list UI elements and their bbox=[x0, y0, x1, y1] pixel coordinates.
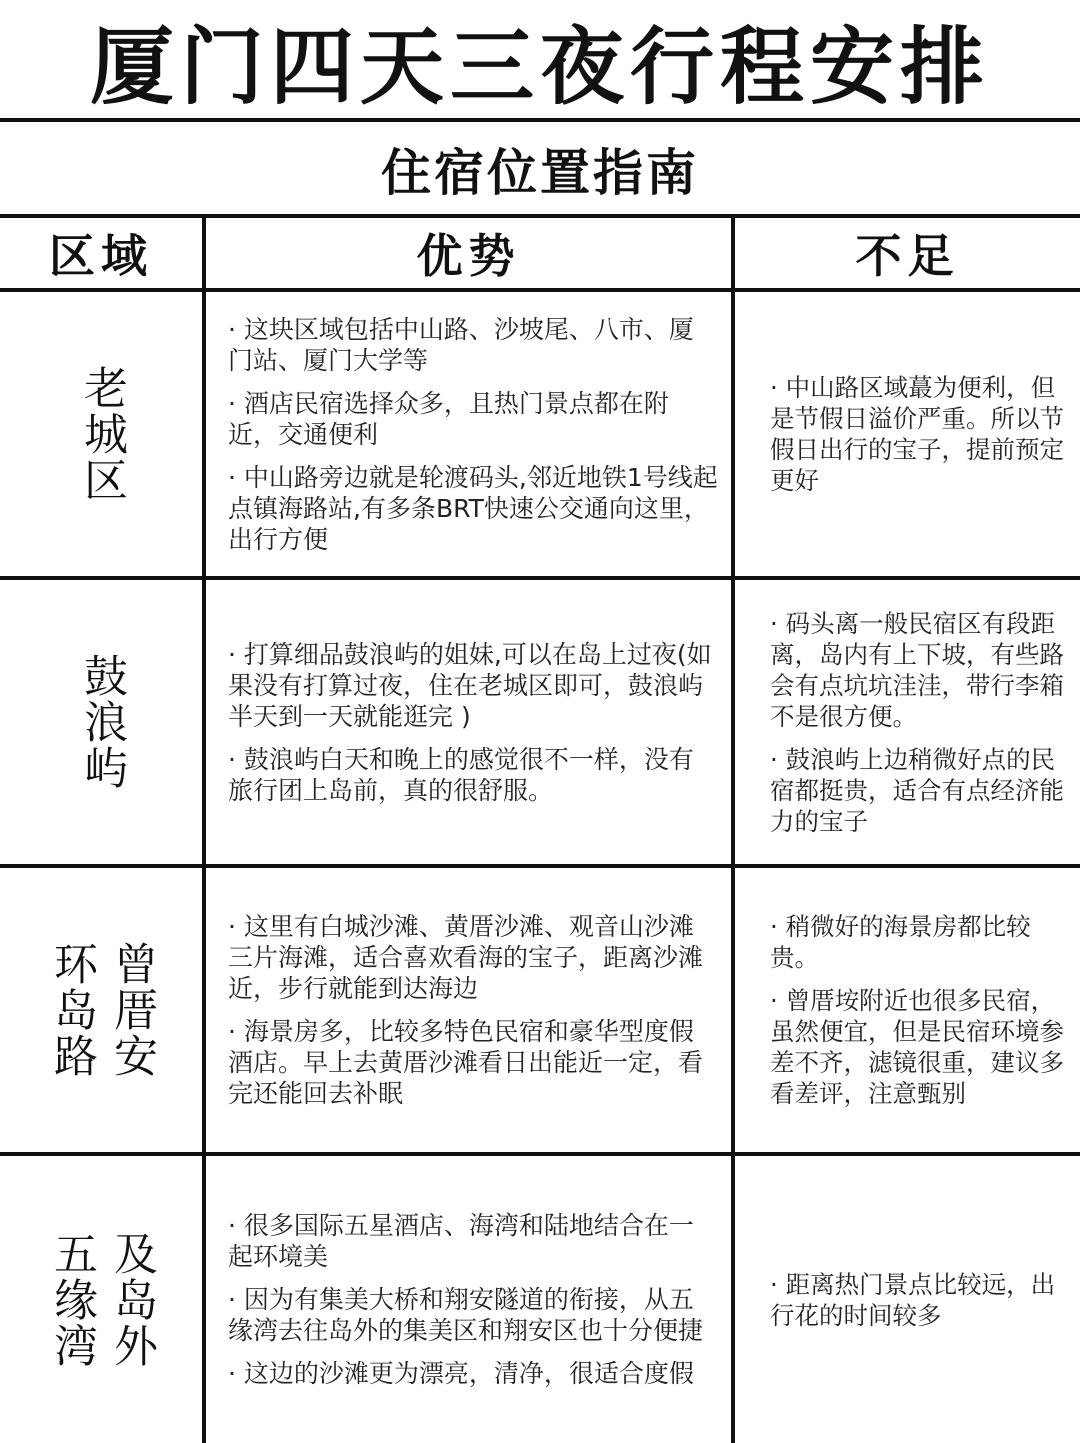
cons-cell bbox=[770, 584, 1066, 860]
region-label: 老城区 bbox=[76, 365, 127, 503]
list-item: · 酒店民宿选择众多，且热门景点都在附近，交通便利 bbox=[228, 388, 669, 449]
column-divider bbox=[202, 214, 206, 1443]
list-item: · 稍微好的海景房都比较贵。 bbox=[770, 912, 1031, 972]
column-divider bbox=[731, 214, 735, 1443]
list-item: · 因为有集美大桥和翔安隧道的衔接，从五缘湾去往岛外的集美区和翔安区也十分便捷 bbox=[228, 1285, 704, 1345]
cons-cell bbox=[770, 296, 1066, 572]
list-item: · 距离热门景点比较远，出行花的时间较多 bbox=[770, 1269, 1056, 1330]
region-label: 环岛路 bbox=[46, 941, 97, 1079]
list-item: · 打算细品鼓浪屿的姐妹,可以在岛上过夜(如果没有打算过夜，住在老城区即可，鼓浪屿半天到一天就能逛完 ) bbox=[228, 639, 712, 731]
pros-cell bbox=[228, 1160, 718, 1439]
region-label: 鼓浪屿 bbox=[76, 653, 127, 791]
page-title: 厦门四天三夜行程安排 bbox=[89, 17, 990, 116]
list-item: · 鼓浪屿白天和晚上的感觉很不一样，没有旅行团上岛前，真的很舒服。 bbox=[228, 744, 694, 805]
list-item: · 中山路区域蕞为便利，但是节假日溢价严重。所以节假日出行的宝子，提前预定更好 bbox=[770, 373, 1064, 495]
region-cell bbox=[0, 868, 202, 1152]
list-item: · 这边的沙滩更为漂亮，清净，很适合度假 bbox=[228, 1359, 694, 1388]
header-pros: 优势 bbox=[416, 229, 521, 283]
region-cell bbox=[0, 1156, 202, 1443]
pros-cell bbox=[228, 296, 718, 572]
list-item: · 这块区域包括中山路、沙坡尾、八市、厦门站、厦门大学等 bbox=[228, 314, 694, 375]
pros-cell bbox=[228, 872, 718, 1148]
region-cell bbox=[0, 580, 202, 864]
list-item: · 中山路旁边就是轮渡码头,邻近地铁1号线起点镇海路站,有多条BRT快速公交通向这里，出行方便 bbox=[228, 462, 718, 554]
region-label: 五缘湾 bbox=[46, 1230, 97, 1369]
list-item: · 鼓浪屿上边稍微好点的民宿都挺贵，适合有点经济能力的宝子 bbox=[770, 744, 1064, 836]
list-item: · 很多国际五星酒店、海湾和陆地结合在一起环境美 bbox=[228, 1211, 694, 1271]
pros-cell bbox=[228, 584, 718, 860]
region-cell bbox=[0, 292, 202, 576]
cons-cell bbox=[770, 872, 1066, 1148]
list-item: · 曾厝垵附近也很多民宿，虽然便宜，但是民宿环境参差不齐，滤镜很重，建议多看差评，注意甄别 bbox=[770, 986, 1064, 1108]
header-region: 区域 bbox=[49, 229, 153, 283]
divider bbox=[0, 118, 1080, 122]
cons-cell bbox=[770, 1160, 1066, 1439]
region-label: 及岛外 bbox=[106, 1230, 157, 1369]
list-item: · 码头离一般民宿区有段距离，岛内有上下坡，有些路会有点坑坑洼洼，带行李箱不是很方便。 bbox=[770, 608, 1064, 731]
region-label: 曾厝安 bbox=[106, 941, 157, 1079]
section-subtitle: 住宿位置指南 bbox=[381, 144, 699, 202]
list-item: · 这里有白城沙滩、黄厝沙滩、观音山沙滩三片海滩，适合喜欢看海的宝子，距离沙滩近，步行就能到达海边 bbox=[228, 912, 704, 1003]
list-item: · 海景房多，比较多特色民宿和豪华型度假酒店。早上去黄厝沙滩看日出能近一定，看完还能回去补眠 bbox=[228, 1017, 704, 1108]
header-cons: 不足 bbox=[855, 229, 960, 283]
